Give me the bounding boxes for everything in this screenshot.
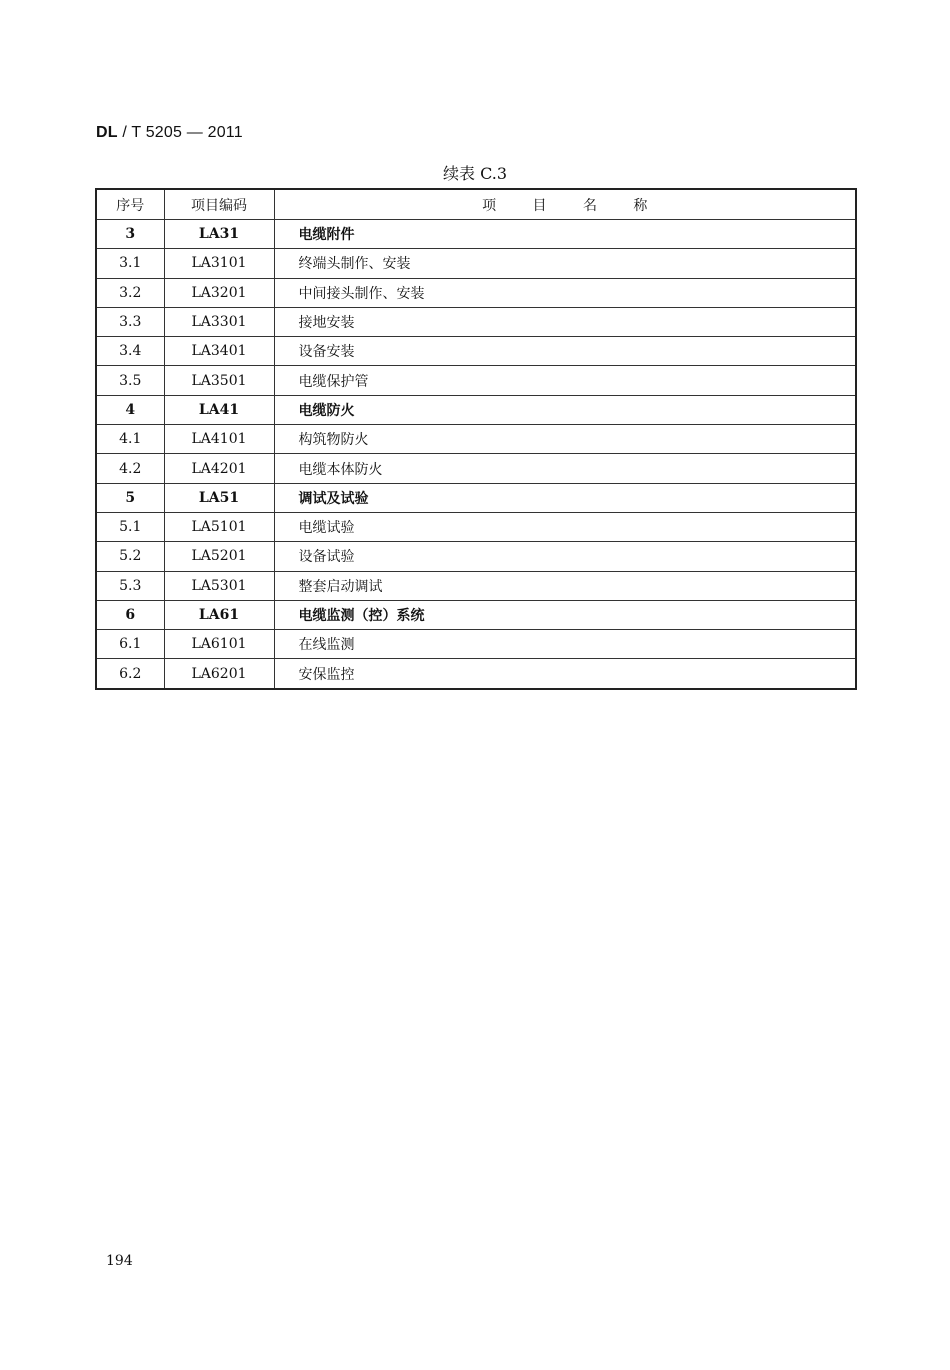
row-number-cell: 3 <box>96 220 164 249</box>
standard-suffix: / T 5205 — 2011 <box>117 124 243 141</box>
item-code-cell: LA3101 <box>164 249 274 278</box>
table-row <box>96 659 856 689</box>
page-number: 194 <box>106 1253 133 1269</box>
item-code-cell: LA5301 <box>164 571 274 600</box>
table-row <box>96 512 856 541</box>
item-name-cell: 安保监控 <box>274 659 856 689</box>
item-name-cell: 整套启动调试 <box>274 571 856 600</box>
table-row <box>96 425 856 454</box>
item-name-cell: 终端头制作、安装 <box>274 249 856 278</box>
row-number-cell: 6.1 <box>96 630 164 659</box>
item-name-cell: 在线监测 <box>274 630 856 659</box>
column-header-name: 项 目 名 称 <box>274 189 856 220</box>
item-name-cell: 调试及试验 <box>274 483 856 512</box>
item-code-cell: LA61 <box>164 600 274 629</box>
item-name-cell: 中间接头制作、安装 <box>274 278 856 307</box>
row-number-cell: 4.2 <box>96 454 164 483</box>
table-row <box>96 278 856 307</box>
table-row <box>96 483 856 512</box>
item-code-cell: LA3201 <box>164 278 274 307</box>
item-code-cell: LA5201 <box>164 542 274 571</box>
row-number-cell: 3.2 <box>96 278 164 307</box>
table-row <box>96 454 856 483</box>
row-number-cell: 5.1 <box>96 512 164 541</box>
table-row <box>96 366 856 395</box>
item-name-cell: 构筑物防火 <box>274 425 856 454</box>
item-code-cell: LA51 <box>164 483 274 512</box>
row-number-cell: 6 <box>96 600 164 629</box>
row-number-cell: 3.1 <box>96 249 164 278</box>
row-number-cell: 5.2 <box>96 542 164 571</box>
item-name-cell: 电缆试验 <box>274 512 856 541</box>
table-row <box>96 600 856 629</box>
item-code-cell: LA4201 <box>164 454 274 483</box>
table-caption: 续表 C.3 <box>442 164 508 183</box>
row-number-cell: 4.1 <box>96 425 164 454</box>
column-header-no: 序号 <box>96 189 164 220</box>
item-code-cell: LA3401 <box>164 337 274 366</box>
item-code-cell: LA6101 <box>164 630 274 659</box>
row-number-cell: 3.3 <box>96 307 164 336</box>
standard-prefix: DL <box>96 124 118 141</box>
table-row <box>96 630 856 659</box>
row-number-cell: 5.3 <box>96 571 164 600</box>
item-name-cell: 电缆防火 <box>274 395 856 424</box>
item-name-cell: 设备试验 <box>274 542 856 571</box>
item-code-cell: LA31 <box>164 220 274 249</box>
item-code-cell: LA41 <box>164 395 274 424</box>
item-code-cell: LA4101 <box>164 425 274 454</box>
row-number-cell: 5 <box>96 483 164 512</box>
table-body <box>96 220 856 689</box>
table-header-row <box>96 189 856 220</box>
item-name-cell: 接地安装 <box>274 307 856 336</box>
table-row <box>96 542 856 571</box>
item-name-cell: 设备安装 <box>274 337 856 366</box>
column-header-code: 项目编码 <box>164 189 274 220</box>
item-name-cell: 电缆本体防火 <box>274 454 856 483</box>
item-name-cell: 电缆附件 <box>274 220 856 249</box>
table-row <box>96 249 856 278</box>
item-code-cell: LA5101 <box>164 512 274 541</box>
table-row <box>96 395 856 424</box>
standard-code <box>96 124 243 142</box>
row-number-cell: 3.5 <box>96 366 164 395</box>
item-code-cell: LA3501 <box>164 366 274 395</box>
item-name-cell: 电缆保护管 <box>274 366 856 395</box>
table-row <box>96 307 856 336</box>
table-row <box>96 220 856 249</box>
table-row <box>96 337 856 366</box>
item-name-cell: 电缆监测（控）系统 <box>274 600 856 629</box>
row-number-cell: 4 <box>96 395 164 424</box>
row-number-cell: 3.4 <box>96 337 164 366</box>
item-code-cell: LA6201 <box>164 659 274 689</box>
items-table <box>95 188 857 690</box>
item-code-cell: LA3301 <box>164 307 274 336</box>
row-number-cell: 6.2 <box>96 659 164 689</box>
table-row <box>96 571 856 600</box>
